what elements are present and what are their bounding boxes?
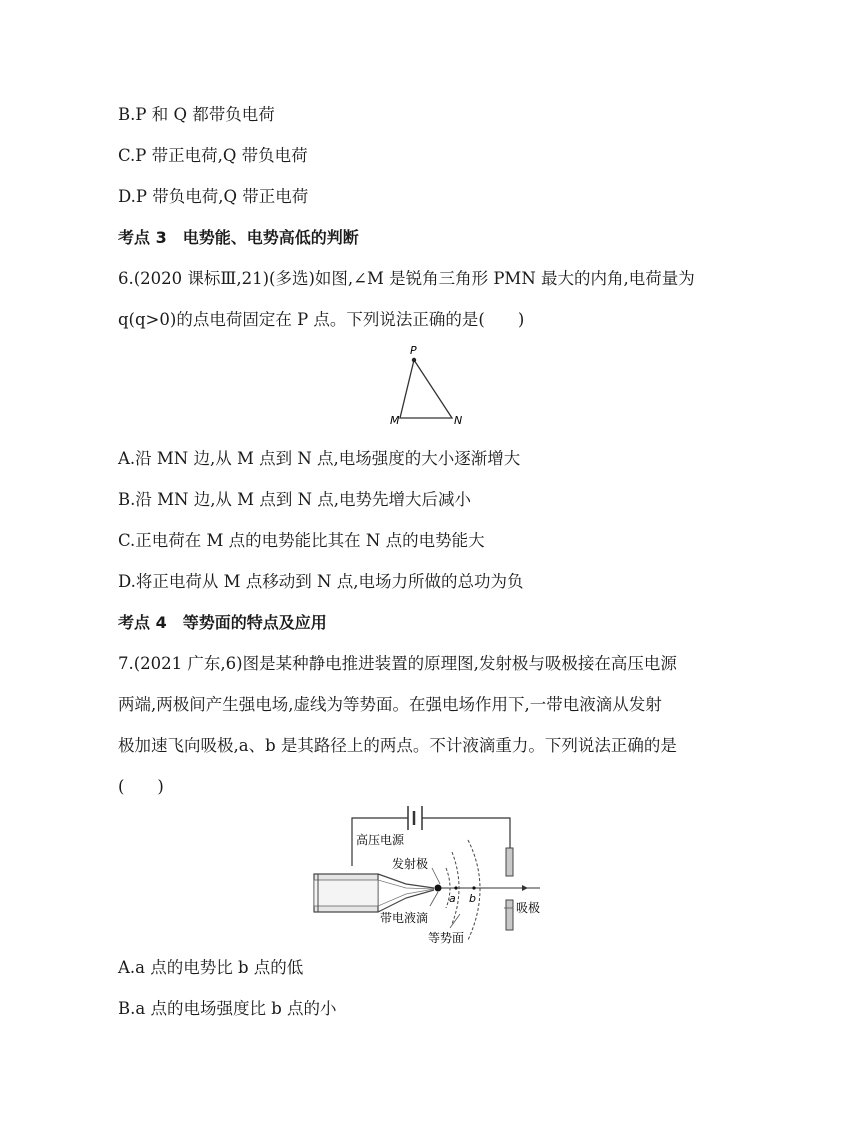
label-droplet: 带电液滴 (380, 911, 429, 925)
electrostatic-thruster-figure (310, 800, 550, 948)
label-absorber: 吸极 (516, 901, 541, 915)
q6-option-c: C.正电荷在 M 点的电势能比其在 N 点的电势能大 (118, 531, 485, 550)
q6-option-d: D.将正电荷从 M 点移动到 N 点,电场力所做的总功为负 (118, 572, 524, 591)
label-a: a (449, 892, 456, 905)
label-n: N (454, 414, 463, 427)
label-equipotential: 等势面 (428, 931, 465, 945)
label-m: M (390, 414, 400, 427)
q7-option-a: A.a 点的电势比 b 点的低 (118, 958, 304, 977)
q6-stem-line-1: 6.(2020 课标Ⅲ,21)(多选)如图,∠M 是锐角三角形 PMN 最大的内角,电荷量为 (118, 269, 695, 288)
q6-stem-line-2: q(q>0)的点电荷固定在 P 点。下列说法正确的是( ) (118, 310, 525, 329)
label-p: P (410, 344, 417, 357)
q7-stem-line-2: 两端,两极间产生强电场,虚线为等势面。在强电场作用下,一带电液滴从发射 (118, 695, 662, 714)
q7-option-b: B.a 点的电场强度比 b 点的小 (118, 999, 337, 1018)
q7-stem-line-1: 7.(2021 广东,6)图是某种静电推进装置的原理图,发射极与吸极接在高压电源 (118, 654, 677, 673)
q7-stem-line-3: 极加速飞向吸极,a、b 是其路径上的两点。不计液滴重力。下列说法正确的是 (118, 736, 677, 755)
triangle-pmn-figure (380, 342, 480, 432)
section-4-heading: 考点 4 等势面的特点及应用 (118, 613, 327, 632)
option-b-q5: B.P 和 Q 都带负电荷 (118, 105, 275, 124)
label-power-supply: 高压电源 (356, 833, 405, 847)
q6-option-b: B.沿 MN 边,从 M 点到 N 点,电势先增大后减小 (118, 490, 471, 509)
q7-stem-line-4: ( ) (118, 777, 164, 796)
label-b: b (469, 892, 476, 905)
section-3-heading: 考点 3 电势能、电势高低的判断 (118, 228, 359, 247)
label-emitter: 发射极 (392, 857, 429, 871)
q6-option-a: A.沿 MN 边,从 M 点到 N 点,电场强度的大小逐渐增大 (118, 449, 521, 468)
option-c-q5: C.P 带正电荷,Q 带负电荷 (118, 146, 308, 165)
option-d-q5: D.P 带负电荷,Q 带正电荷 (118, 187, 309, 206)
